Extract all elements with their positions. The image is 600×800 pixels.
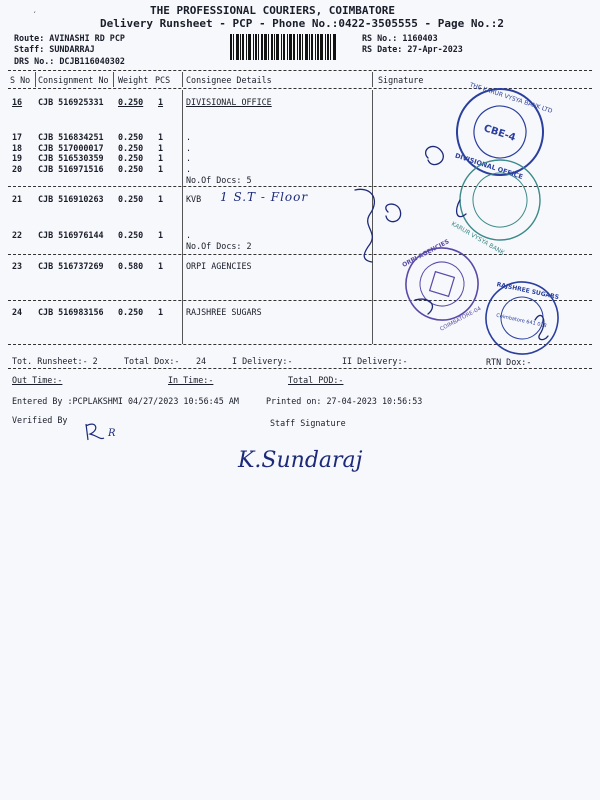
row-consignee: ORPI AGENCIES: [186, 261, 252, 271]
tot-runsheet: Tot. Runsheet:- 2: [12, 356, 98, 366]
signature-scribble: [415, 299, 432, 314]
row-pcs: 1: [158, 143, 164, 153]
route-label: Route: AVINASHI RD PCP: [14, 33, 125, 43]
col-signature: Signature: [378, 75, 424, 85]
orpi-agencies-stamp: [392, 234, 494, 339]
kvb-name-text: THE KARUR VYSYA BANK LTD: [468, 81, 554, 115]
row-weight: 0.250: [118, 97, 144, 107]
kvb-divisional-stamp: [445, 77, 555, 186]
rtn-dox: RTN Dox:-: [486, 357, 532, 367]
row-consignment: CJB 516737269: [38, 261, 104, 271]
row-weight: 0.250: [118, 164, 144, 174]
row-weight: 0.250: [118, 194, 144, 204]
orpi-city-text: COIMBATORE-04: [439, 305, 483, 333]
row-consignment: CJB 516983156: [38, 307, 104, 317]
ii-delivery: II Delivery:-: [342, 356, 408, 366]
row-consignment: CJB 516530359: [38, 153, 104, 163]
printed-on: Printed on: 27-04-2023 10:56:53: [266, 396, 423, 406]
verified-initial-scribble: [86, 424, 104, 440]
row-consignment: CJB 516925331: [38, 97, 104, 107]
row-consignee: .: [186, 153, 192, 163]
total-dox-label: Total Dox:-: [124, 356, 180, 366]
i-delivery: I Delivery:-: [232, 356, 293, 366]
sugars-name-text: RAJSHREE SUGARS: [495, 281, 560, 302]
row-pcs: 1: [158, 153, 164, 163]
row-consignment: CJB 517000017: [38, 143, 104, 153]
rajshree-sugars-stamp: [479, 275, 564, 360]
out-time: Out Time:-: [12, 375, 63, 385]
docs-count: No.Of Docs: 5: [186, 175, 252, 185]
rs-date-label: RS Date: 27-Apr-2023: [362, 44, 463, 54]
row-pcs: 1: [158, 230, 164, 240]
row-consignee: .: [186, 230, 192, 240]
col-weight: Weight: [118, 75, 149, 85]
row-weight: 0.250: [118, 230, 144, 240]
handwritten-floor-note: 1 S.T - Floor: [220, 190, 309, 204]
docs-count: No.Of Docs: 2: [186, 241, 252, 251]
col-pcs: PCS: [155, 75, 171, 85]
company-title: THE PROFESSIONAL COURIERS, COIMBATORE: [150, 4, 396, 17]
row-sno: 19: [12, 153, 23, 163]
row-consignee: DIVISIONAL OFFICE: [186, 97, 272, 107]
signature-scribble: [355, 189, 374, 262]
orpi-name-text: ORPI AGENCIES: [401, 238, 451, 269]
row-pcs: 1: [158, 261, 164, 271]
row-consignee: .: [186, 143, 192, 153]
row-weight: 0.250: [118, 132, 144, 142]
row-sno: 22: [12, 230, 23, 240]
row-weight: 0.580: [118, 261, 144, 271]
sugars-city-text: Coimbatore 641 018: [495, 312, 548, 330]
row-consignment: CJB 516971516: [38, 164, 104, 174]
row-sno: 21: [12, 194, 23, 204]
row-consignee: .: [186, 164, 192, 174]
row-sno: 24: [12, 307, 23, 317]
row-sno: 17: [12, 132, 23, 142]
row-weight: 0.250: [118, 143, 144, 153]
row-weight: 0.250: [118, 153, 144, 163]
row-sno: 18: [12, 143, 23, 153]
signature-scribble: [426, 146, 444, 164]
row-pcs: 1: [158, 97, 164, 107]
row-sno: 16: [12, 97, 23, 107]
totals-rule: [8, 368, 592, 369]
kvb-office-text: DIVISIONAL OFFICE: [453, 151, 524, 181]
row-pcs: 1: [158, 164, 164, 174]
signature-scribble: [386, 204, 401, 222]
row-sno: 20: [12, 164, 23, 174]
row-consignee: KVB: [186, 194, 202, 204]
staff-signature-label: Staff Signature: [270, 418, 346, 428]
runsheet-subtitle: Delivery Runsheet - PCP - Phone No.:0422-3505555 - Page No.:2: [100, 17, 504, 30]
col-consignee: Consignee Details: [186, 75, 272, 85]
row-pcs: 1: [158, 132, 164, 142]
entered-by: Entered By :PCPLAKSHMI 04/27/2023 10:56:45 AM: [12, 396, 239, 406]
row-sno: 23: [12, 261, 23, 271]
staff-label: Staff: SUNDARRAJ: [14, 44, 95, 54]
total-pod: Total POD:-: [288, 375, 344, 385]
row-consignment: CJB 516834251: [38, 132, 104, 142]
row-consignment: CJB 516976144: [38, 230, 104, 240]
rs-no-label: RS No.: 1160403: [362, 33, 438, 43]
in-time: In Time:-: [168, 375, 214, 385]
verified-initial: R: [108, 428, 116, 439]
row-pcs: 1: [158, 194, 164, 204]
row-consignee: .: [186, 132, 192, 142]
col-consignment: Consignment No: [38, 75, 109, 85]
row-consignee: RAJSHREE SUGARS: [186, 307, 262, 317]
verified-by: Verified By: [12, 415, 68, 425]
row-weight: 0.250: [118, 307, 144, 317]
drs-label: DRS No.: DCJB116040302: [14, 56, 125, 66]
staff-signature: K.Sundaraj: [238, 448, 363, 473]
row-consignment: CJB 516910263: [38, 194, 104, 204]
kvb-code-text: CBE-4: [482, 123, 517, 144]
total-dox-value: 24: [196, 356, 207, 366]
col-sno: S No: [10, 75, 31, 85]
kvb-bank-text: KARUR VYSYA BANK: [450, 220, 506, 257]
row-pcs: 1: [158, 307, 164, 317]
pen-mark-icon: ′: [32, 11, 38, 21]
